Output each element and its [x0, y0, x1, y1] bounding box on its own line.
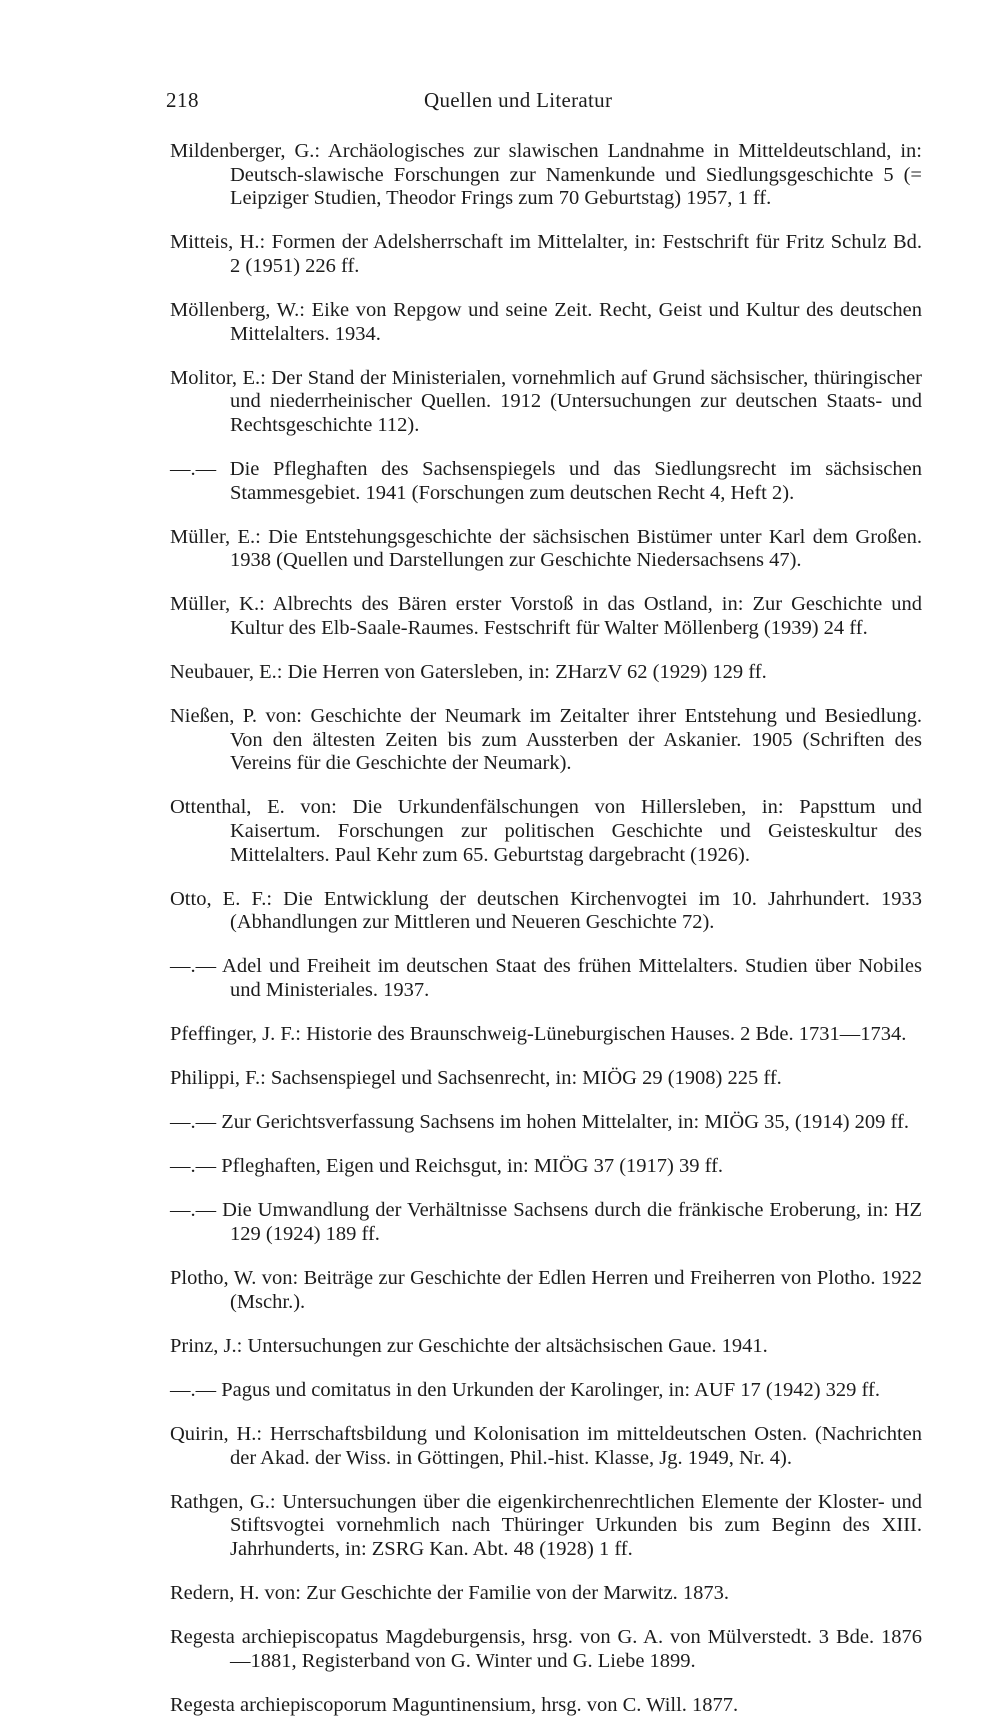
- running-head-title: Quellen und Literatur: [424, 88, 613, 112]
- bibliography-entry: Müller, E.: Die Entstehungsgeschichte der sächsischen Bistümer unter Karl dem Großen. 1938 (Quellen und Darstellungen zur Geschichte Niedersachsens 47).: [170, 525, 922, 572]
- bibliography-entry: —.— Die Umwandlung der Verhältnisse Sachsens durch die fränkische Eroberung, in: HZ 129 (1924) 189 ff.: [170, 1199, 922, 1245]
- bibliography-entry: Ottenthal, E. von: Die Urkundenfälschungen von Hillersleben, in: Papsttum und Kaisertum. Forschungen zur politischen Geschichte und Geisteskultur des Mittelalters. Paul Kehr zum 65. Geburtstag dargebracht (1926).: [170, 796, 922, 866]
- bibliography-entry: Mitteis, H.: Formen der Adelsherrschaft im Mittelalter, in: Festschrift für Fritz Schulz Bd. 2 (1951) 226 ff.: [170, 231, 922, 277]
- bibliography-entry: —.— Die Pfleghaften des Sachsenspiegels und das Siedlungsrecht im sächsischen Stammesgebiet. 1941 (Forschungen zum deutschen Recht 4, Heft 2).: [170, 457, 922, 504]
- running-head: [162, 88, 922, 120]
- bibliography-entry: Neubauer, E.: Die Herren von Gatersleben, in: ZHarzV 62 (1929) 129 ff.: [170, 661, 767, 683]
- bibliography-entry: Redern, H. von: Zur Geschichte der Familie von der Marwitz. 1873.: [170, 1581, 730, 1604]
- bibliography-entry: —.— Pagus und comitatus in den Urkunden der Karolinger, in: AUF 17 (1942) 329 ff.: [170, 1378, 880, 1401]
- bibliography-entry: Prinz, J.: Untersuchungen zur Geschichte der altsächsischen Gaue. 1941.: [170, 1334, 768, 1357]
- bibliography-list: [170, 140, 922, 1721]
- bibliography-entry: Otto, E. F.: Die Entwicklung der deutschen Kirchenvogtei im 10. Jahrhundert. 1933 (Abhandlungen zur Mittleren und Neueren Geschichte 72).: [170, 887, 922, 934]
- bibliography-entry: Rathgen, G.: Untersuchungen über die eigenkirchenrechtlichen Elemente der Kloster- und Stiftsvogtei vornehmlich nach Thüringer Urkunden bis zum Beginn des XIII. Jahrhunderts, in: ZSRG Kan. Abt. 48 (1928) 1 ff.: [170, 1490, 922, 1560]
- bibliography-entry: —.— Pfleghaften, Eigen und Reichsgut, in: MIÖG 37 (1917) 39 ff.: [170, 1155, 724, 1178]
- bibliography-entry: Quirin, H.: Herrschaftsbildung und Kolonisation im mitteldeutschen Osten. (Nachrichten der Akad. der Wiss. in Göttingen, Phil.-hist. Klasse, Jg. 1949, Nr. 4).: [170, 1422, 922, 1469]
- bibliography-entry: Philippi, F.: Sachsenspiegel und Sachsenrecht, in: MIÖG 29 (1908) 225 ff.: [170, 1067, 782, 1090]
- bibliography-entry: —.— Adel und Freiheit im deutschen Staat des frühen Mittelalters. Studien über Nobiles und Ministeriales. 1937.: [170, 955, 922, 1001]
- page-number: 218: [166, 88, 199, 112]
- bibliography-entry: Nießen, P. von: Geschichte der Neumark im Zeitalter ihrer Entstehung und Besiedlung. Von den ältesten Zeiten bis zum Aussterben der Askanier. 1905 (Schriften des Vereins für die Geschichte der Neumark).: [170, 705, 922, 775]
- bibliography-entry: Plotho, W. von: Beiträge zur Geschichte der Edlen Herren und Freiherren von Plotho. 1922 (Mschr.).: [170, 1267, 922, 1313]
- bibliography-entry: —.— Zur Gerichtsverfassung Sachsens im hohen Mittelalter, in: MIÖG 35, (1914) 209 ff.: [170, 1111, 909, 1134]
- bibliography-entry: Pfeffinger, J. F.: Historie des Braunschweig-Lüneburgischen Hauses. 2 Bde. 1731—1734.: [170, 1023, 907, 1046]
- bibliography-entry: Mildenberger, G.: Archäologisches zur slawischen Landnahme in Mitteldeutschland, in: Deutsch-slawische Forschungen zur Namenkunde und Siedlungsgeschichte 5 (= Leipziger Studien, Theodor Frings zum 70 Geburtstag) 1957, 1 ff.: [170, 140, 922, 210]
- bibliography-entry: Möllenberg, W.: Eike von Repgow und seine Zeit. Recht, Geist und Kultur des deutschen Mittelalters. 1934.: [170, 298, 922, 345]
- bibliography-entry: Regesta archiepiscoporum Maguntinensium, hrsg. von C. Will. 1877.: [170, 1693, 739, 1716]
- bibliography-entry: Molitor, E.: Der Stand der Ministerialen, vornehmlich auf Grund sächsischer, thüringischer und niederrheinischer Quellen. 1912 (Untersuchungen zur deutschen Staats- und Rechtsgeschichte 112).: [170, 366, 922, 436]
- bibliography-entry: Regesta archiepiscopatus Magdeburgensis, hrsg. von G. A. von Mülverstedt. 3 Bde. 1876—1881, Registerband von G. Winter und G. Liebe 1899.: [170, 1626, 922, 1672]
- bibliography-entry: Müller, K.: Albrechts des Bären erster Vorstoß in das Ostland, in: Zur Geschichte und Kultur des Elb-Saale-Raumes. Festschrift für Walter Möllenberg (1939) 24 ff.: [170, 593, 922, 639]
